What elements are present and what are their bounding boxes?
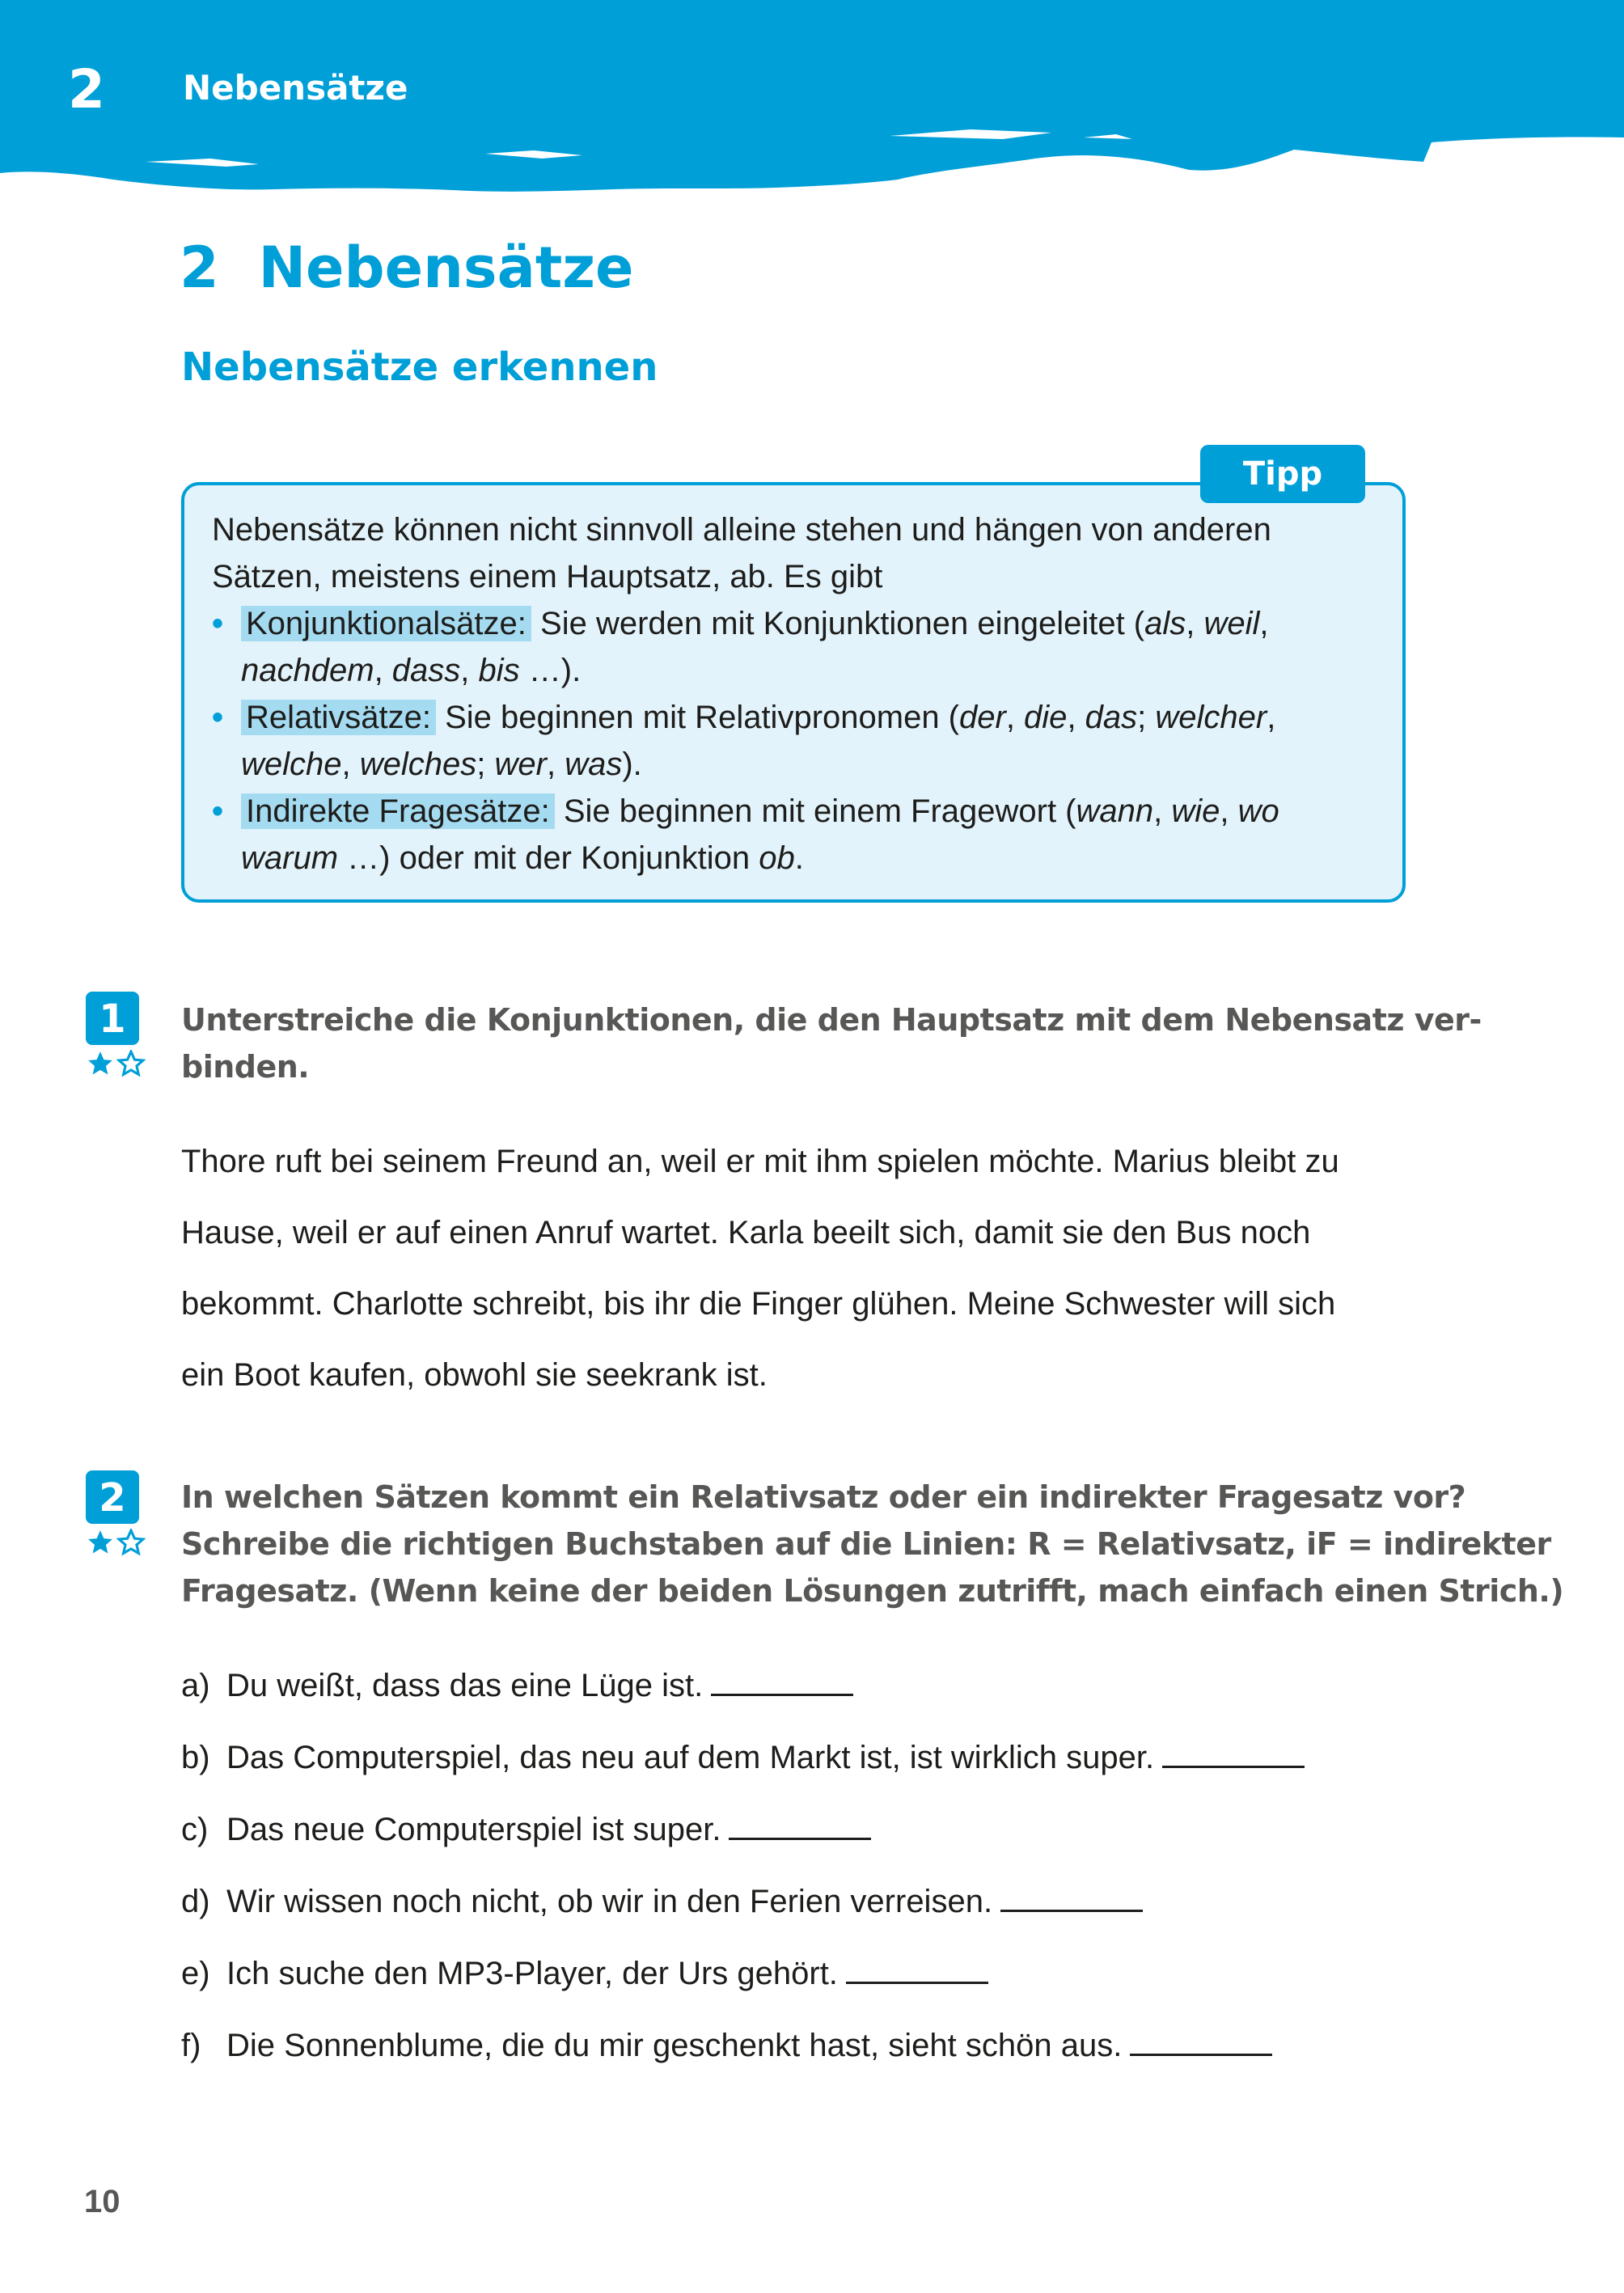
- star-filled-icon: [86, 1050, 115, 1077]
- item-text: Die Sonnenblume, die du mir geschenkt hast, sieht schön aus.: [226, 2028, 1123, 2063]
- item-text: Ich suche den MP3-Player, der Urs gehört.: [226, 1956, 838, 1991]
- separator: ,: [1005, 700, 1025, 735]
- example-word: wann: [1076, 793, 1154, 829]
- example-word: ob: [759, 840, 795, 876]
- separator: ,: [1259, 606, 1269, 641]
- tip-bullet-indirect-question: [212, 788, 1393, 835]
- tip-bullet-continuation: [212, 741, 1393, 788]
- bullet-icon: •: [212, 700, 224, 735]
- item-letter: e): [181, 1956, 210, 1991]
- answer-blank[interactable]: [1130, 2050, 1272, 2056]
- task-number-badge: 2: [86, 1470, 139, 1524]
- exercise-item: [181, 2028, 1272, 2064]
- example-word: was: [565, 747, 623, 782]
- example-word: warum: [241, 840, 339, 876]
- bullet-icon: •: [212, 606, 224, 641]
- task-instruction: [181, 996, 1482, 1090]
- example-word: dass: [391, 653, 461, 688]
- tip-bullet-continuation: [212, 835, 1393, 882]
- exercise-text-line: Hause, weil er auf einen Anruf wartet. Karla beeilt sich, damit sie den Bus noch: [181, 1215, 1311, 1250]
- exercise-item: [181, 1668, 853, 1704]
- tip-intro-line: Sätzen, meistens einem Hauptsatz, ab. Es gibt: [212, 559, 883, 594]
- chapter-header-band: [0, 0, 1624, 194]
- example-word: welches: [359, 747, 477, 782]
- separator: ,: [1186, 606, 1204, 641]
- exercise-item: [181, 1740, 1305, 1776]
- instruction-line: In welchen Sätzen kommt ein Relativsatz oder ein indirekter Fragesatz vor?: [181, 1479, 1466, 1515]
- separator: .: [794, 840, 804, 876]
- example-word: als: [1144, 606, 1186, 641]
- difficulty-stars: [86, 1529, 150, 1556]
- instruction-line: Unterstreiche die Konjunktionen, die den Hauptsatz mit dem Nebensatz ver-: [181, 1002, 1482, 1038]
- example-word: der: [959, 700, 1006, 735]
- answer-blank[interactable]: [1000, 1906, 1143, 1912]
- answer-blank[interactable]: [729, 1834, 871, 1840]
- exercise-item: [181, 1812, 871, 1848]
- tip-bullet-continuation: [212, 647, 1393, 694]
- item-letter: f): [181, 2028, 201, 2063]
- tip-content: [212, 506, 1393, 882]
- section-title: Nebensätze erkennen: [181, 345, 658, 390]
- bullet-icon: •: [212, 793, 224, 829]
- item-text: Das neue Computerspiel ist super.: [226, 1812, 721, 1847]
- star-outline-icon: [116, 1050, 146, 1077]
- task-number-badge: 1: [86, 992, 139, 1045]
- exercise-text-line: ein Boot kaufen, obwohl sie seekrank ist.: [181, 1357, 768, 1393]
- exercise-text-line: Thore ruft bei seinem Freund an, weil er mit ihm spielen möchte. Marius bleibt zu: [181, 1144, 1339, 1179]
- separator: ).: [622, 747, 642, 782]
- separator: ,: [1067, 700, 1085, 735]
- page-number: 10: [84, 2184, 121, 2219]
- example-word: wo: [1237, 793, 1279, 829]
- item-letter: a): [181, 1668, 210, 1703]
- example-word: das: [1085, 700, 1138, 735]
- exercise-item: [181, 1956, 988, 1992]
- answer-blank[interactable]: [1162, 1762, 1305, 1768]
- item-text: Wir wissen noch nicht, ob wir in den Ferien verreisen.: [226, 1884, 993, 1919]
- separator: ;: [476, 747, 495, 782]
- bullet-text: …) oder mit der Konjunktion: [338, 840, 759, 876]
- item-text: Das Computerspiel, das neu auf dem Markt ist, ist wirklich super.: [226, 1740, 1155, 1775]
- example-word: welcher: [1155, 700, 1267, 735]
- page-title: 2 Nebensätze: [180, 235, 634, 301]
- item-text: Du weißt, dass das eine Lüge ist.: [226, 1668, 704, 1703]
- separator: ;: [1137, 700, 1156, 735]
- separator: ,: [341, 747, 360, 782]
- example-word: welche: [241, 747, 342, 782]
- term-highlight: Relativsätze:: [241, 700, 436, 735]
- example-word: bis: [478, 653, 520, 688]
- star-outline-icon: [116, 1529, 146, 1556]
- answer-blank[interactable]: [711, 1690, 853, 1696]
- tip-bullet-conjunctional: [212, 600, 1393, 647]
- exercise-text-line: bekommt. Charlotte schreibt, bis ihr die Finger glühen. Meine Schwester will sich: [181, 1286, 1336, 1322]
- exercise-item: [181, 1884, 1143, 1920]
- example-word: wie: [1171, 793, 1220, 829]
- tip-intro-line: Nebensätze können nicht sinnvoll alleine stehen und hängen von anderen: [212, 512, 1271, 548]
- separator: ,: [374, 653, 392, 688]
- example-word: die: [1024, 700, 1068, 735]
- item-letter: c): [181, 1812, 209, 1847]
- tip-label: Tipp: [1200, 445, 1365, 503]
- chapter-number: 2: [68, 58, 105, 121]
- answer-blank[interactable]: [846, 1978, 988, 1984]
- instruction-line: Fragesatz. (Wenn keine der beiden Lösungen zutrifft, mach einfach einen Strich.): [181, 1573, 1564, 1609]
- instruction-line: binden.: [181, 1049, 310, 1085]
- chapter-title: Nebensätze: [183, 68, 408, 108]
- bullet-text: Sie beginnen mit einem Fragewort (: [554, 793, 1076, 829]
- separator: …).: [519, 653, 582, 688]
- item-letter: d): [181, 1884, 210, 1919]
- separator: ,: [1153, 793, 1172, 829]
- tip-bullet-relative: [212, 694, 1393, 741]
- task-instruction: [181, 1474, 1563, 1614]
- term-highlight: Indirekte Fragesätze:: [241, 793, 555, 829]
- separator: ,: [1267, 700, 1276, 735]
- separator: ,: [460, 653, 479, 688]
- star-filled-icon: [86, 1529, 115, 1556]
- difficulty-stars: [86, 1050, 150, 1077]
- bullet-text: Sie werden mit Konjunktionen eingeleitet (: [531, 606, 1145, 641]
- term-highlight: Konjunktionalsätze:: [241, 606, 531, 641]
- item-letter: b): [181, 1740, 210, 1775]
- bullet-text: Sie beginnen mit Relativpronomen (: [435, 700, 959, 735]
- separator: ,: [546, 747, 565, 782]
- example-word: weil: [1203, 606, 1260, 641]
- example-word: wer: [494, 747, 547, 782]
- separator: ,: [1220, 793, 1238, 829]
- example-word: nachdem: [241, 653, 374, 688]
- instruction-line: Schreibe die richtigen Buchstaben auf die Linien: R = Relativsatz, iF = indirekter: [181, 1526, 1551, 1562]
